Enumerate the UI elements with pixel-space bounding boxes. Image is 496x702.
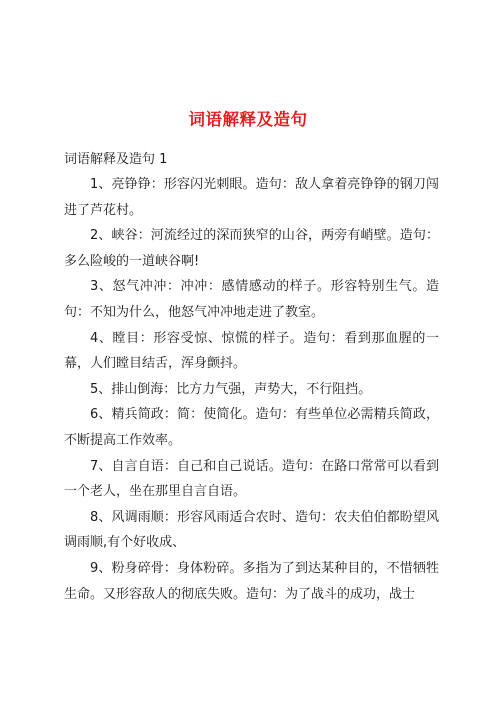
list-item: 4、瞠目：形容受惊、惊慌的样子。造句：看到那血腥的一幕，人们瞠目结舌，浑身颤抖。 <box>64 330 439 372</box>
list-item: 5、排山倒海：比方力气强，声势大，不行阻挡。 <box>90 381 372 397</box>
document-subtitle: 词语解释及造句 1 <box>64 152 168 167</box>
list-item: 8、风调雨顺：形容风雨适合农时、造句：农夫伯伯都盼望风调雨顺,有个好收成、 <box>64 509 439 551</box>
list-item: 9、粉身碎骨：身体粉碎。多指为了到达某种目的，不惜牺牲生命。又形容敌人的彻底失败。造句：为了战斗的成功，战士 <box>64 560 439 602</box>
list-item: 2、峡谷：河流经过的深而狭窄的山谷，两旁有峭壁。造句：多么险峻的一道峡谷啊! <box>64 228 439 269</box>
document-title: 词语解释及造句 <box>188 110 308 129</box>
list-item: 6、精兵简政：简：使简化。造句：有些单位必需精兵简政，不断提高工作效率。 <box>64 407 439 448</box>
list-item: 3、怒气冲冲：冲冲：感情感动的样子。形容特别生气。造句：不知为什么，他怒气冲冲地走进了教室。 <box>64 279 439 320</box>
list-item: 1、亮铮铮：形容闪光刺眼。造句：敌人拿着亮铮铮的钢刀闯进了芦花村。 <box>64 177 439 218</box>
entry-list <box>64 172 439 607</box>
list-item: 7、自言自语：自己和自己说话。造句：在路口常常可以看到一个老人，坐在那里自言自语。 <box>64 458 439 500</box>
